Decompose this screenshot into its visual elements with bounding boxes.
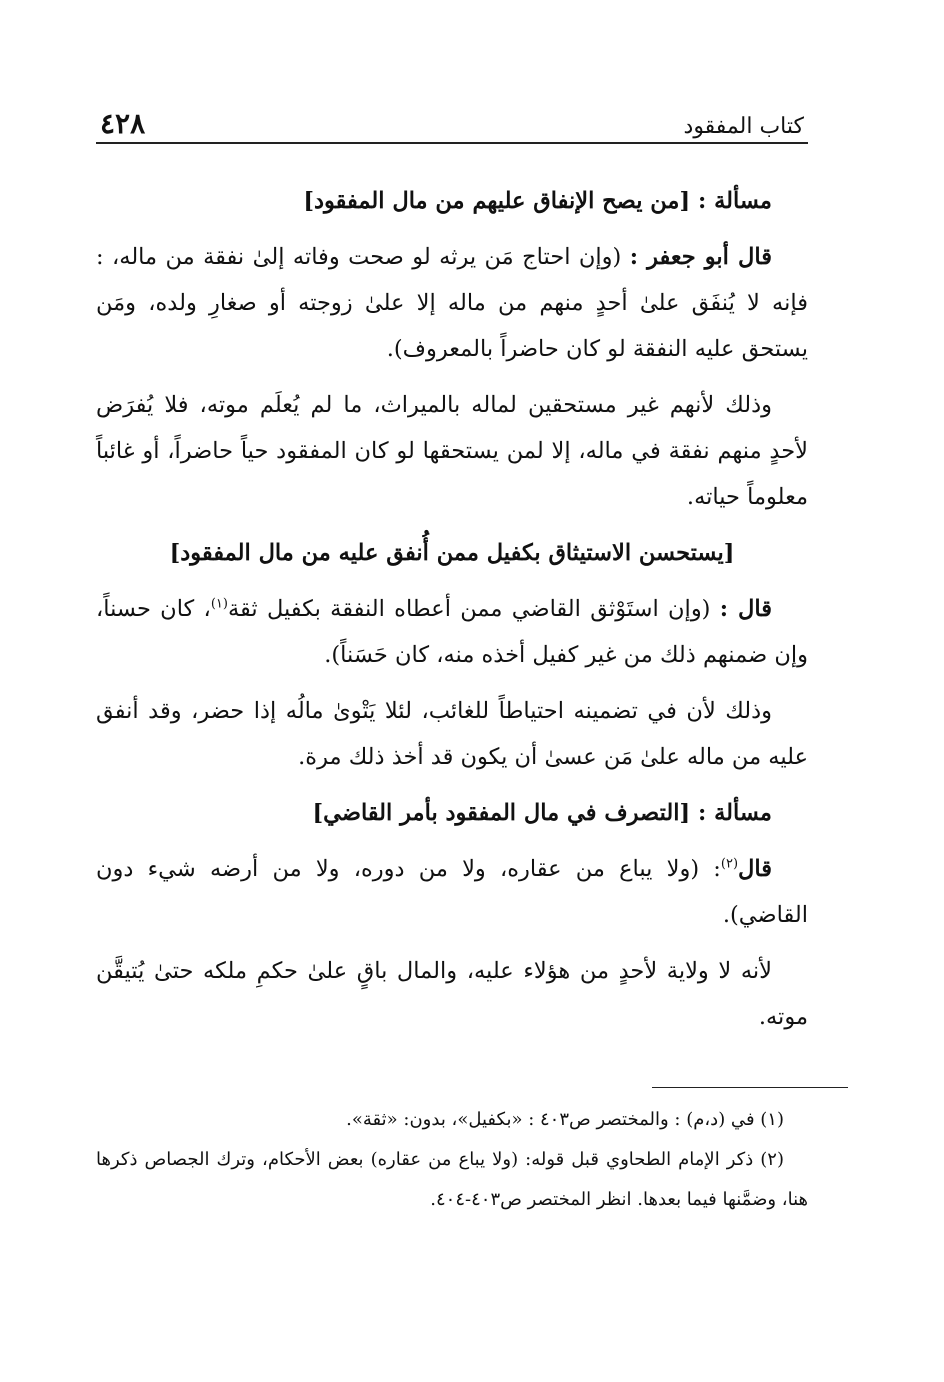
running-title: كتاب المفقود [683, 114, 804, 139]
footnote-1: (١) في (د،م) : والمختصر ص٤٠٣ : «بكفيل»، بدون: «ثقة». [346, 1109, 784, 1130]
paragraph-3 [96, 586, 808, 678]
footnote-divider [652, 1087, 848, 1088]
speaker-label: قال : [719, 596, 772, 622]
footnote-ref-1: (١) [210, 596, 228, 612]
paragraph-5 [96, 846, 808, 938]
page-header [96, 96, 808, 144]
main-text [96, 178, 808, 1040]
book-page [96, 96, 808, 1050]
paragraph-text: (وإن احتاج مَن يرثه لو صحت وفاته إلىٰ نفقة من ماله، : فإنه لا يُنفَق علىٰ أحدٍ منهم من ماله إلا علىٰ زوجته أو صغارِ ولده، ومَن يستحق عليه النفقة لو كان حاضراً بالمعروف). [96, 244, 808, 362]
paragraph-6: لأنه لا ولاية لأحدٍ من هؤلاء عليه، والمال باقٍ علىٰ حكمِ ملكه حتىٰ يُتيقَّن موته. [96, 958, 808, 1030]
footnote-2: (٢) ذكر الإمام الطحاوي قبل قوله: (ولا يباع من عقاره) بعض الأحكام، وترك الجصاص ذكرها هنا، وضمَّنها فيما بعدها. انظر المختصر ص٤٠٣-٤٠٤. [96, 1149, 808, 1210]
paragraph-text: ، كان حسناً، وإن ضمنهم ذلك من غير كفيل أخذه منه، كان حَسَناً). [96, 596, 808, 668]
paragraph-1 [96, 234, 808, 372]
paragraph-text: (وإن استَوْثق القاضي ممن أعطاه النفقة بكفيل ثقة [227, 596, 720, 622]
footnote-ref-2: (٢) [720, 856, 739, 872]
speaker-label: قال أبو جعفر : [629, 244, 772, 270]
paragraph-4: وذلك لأن في تضمينه احتياطاً للغائب، لئلا يَتْوىٰ مالُه إذا حضر، وقد أنفق عليه من ماله علىٰ مَن عسىٰ أن يكون قد أخذ ذلك مرة. [96, 698, 808, 770]
speaker-label: قال [738, 856, 772, 882]
section-heading-1: مسألة : [من يصح الإنفاق عليهم من مال المفقود] [303, 188, 772, 214]
section-heading-2: [يستحسن الاستيثاق بكفيل ممن أُنفق عليه من مال المفقود] [169, 540, 735, 566]
paragraph-2: وذلك لأنهم غير مستحقين لماله بالميراث، ما لم يُعلَم موته، فلا يُفرَض لأحدٍ منهم نفقة في ماله، إلا لمن يستحقها لو كان المفقود حياً حاضراً، أو غائباً معلوماً حياته. [96, 392, 808, 510]
section-heading-3: مسألة : [التصرف في مال المفقود بأمر القاضي] [312, 800, 772, 826]
page-number: ٤٢٨ [100, 107, 146, 140]
paragraph-text: : (ولا يباع من عقاره، ولا من دوره، ولا من أرضه شيء دون القاضي). [96, 856, 808, 928]
footnotes [96, 1100, 808, 1220]
